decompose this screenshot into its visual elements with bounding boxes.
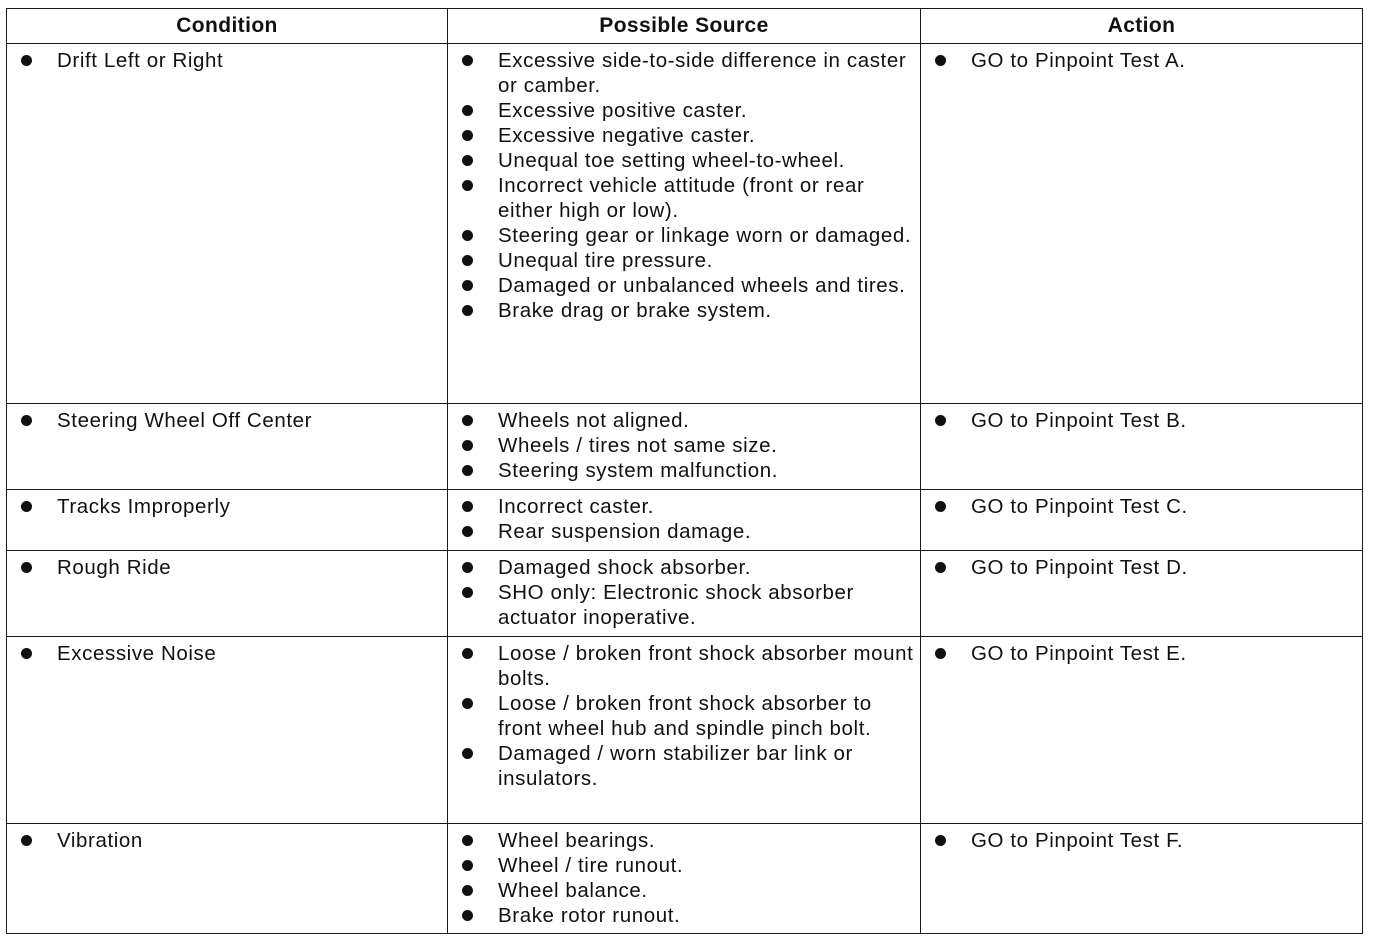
source-item-text: Damaged or unbalanced wheels and tires. [498, 274, 906, 297]
source-item-text: Damaged shock absorber. [498, 556, 752, 579]
source-item-text: Wheel / tire runout. [498, 854, 684, 877]
action-cell [921, 637, 1363, 824]
source-item [458, 273, 914, 298]
action-cell [921, 490, 1363, 551]
bullet-icon [935, 55, 946, 66]
table-row [7, 824, 1363, 934]
table-row [7, 637, 1363, 824]
table-row [7, 44, 1363, 404]
header-possible-source: Possible Source [448, 9, 921, 44]
action-item [931, 641, 1356, 666]
source-item [458, 433, 914, 458]
source-item-text: Steering system malfunction. [498, 459, 778, 482]
bullet-icon [21, 55, 32, 66]
condition-item [17, 828, 441, 853]
bullet-icon [462, 835, 473, 846]
action-cell [921, 824, 1363, 934]
source-item [458, 298, 914, 323]
bullet-icon [462, 415, 473, 426]
source-item [458, 741, 914, 791]
bullet-icon [462, 440, 473, 451]
condition-item-text: Excessive Noise [57, 642, 217, 665]
source-item [458, 555, 914, 580]
source-item-text: Wheels not aligned. [498, 409, 690, 432]
bullet-icon [462, 105, 473, 116]
header-condition: Condition [7, 9, 448, 44]
bullet-icon [462, 526, 473, 537]
source-item [458, 48, 914, 98]
bullet-icon [462, 305, 473, 316]
source-cell [448, 490, 921, 551]
source-item-text: Brake drag or brake system. [498, 299, 772, 322]
source-item [458, 878, 914, 903]
condition-item-text: Steering Wheel Off Center [57, 409, 313, 432]
source-item [458, 580, 914, 630]
source-item-text: Damaged / worn stabilizer bar link or insulators. [498, 742, 853, 790]
action-item-text: GO to Pinpoint Test B. [971, 409, 1187, 432]
source-cell [448, 551, 921, 637]
source-item [458, 458, 914, 483]
bullet-icon [462, 465, 473, 476]
condition-item [17, 641, 441, 666]
action-item [931, 48, 1356, 73]
source-item [458, 494, 914, 519]
action-item-text: GO to Pinpoint Test F. [971, 829, 1184, 852]
action-item [931, 828, 1356, 853]
bullet-icon [935, 501, 946, 512]
bullet-icon [462, 55, 473, 66]
condition-cell [7, 404, 448, 490]
source-item [458, 98, 914, 123]
action-item-text: GO to Pinpoint Test A. [971, 49, 1186, 72]
action-item-text: GO to Pinpoint Test E. [971, 642, 1187, 665]
source-cell [448, 44, 921, 404]
source-item-text: Excessive positive caster. [498, 99, 748, 122]
condition-cell [7, 637, 448, 824]
source-item [458, 173, 914, 223]
bullet-icon [462, 910, 473, 921]
bullet-icon [21, 648, 32, 659]
source-item-text: Excessive negative caster. [498, 124, 756, 147]
source-item [458, 519, 914, 544]
source-item [458, 248, 914, 273]
source-item-text: Excessive side-to-side difference in caster or camber. [498, 49, 907, 97]
bullet-icon [462, 648, 473, 659]
condition-item-text: Rough Ride [57, 556, 172, 579]
bullet-icon [462, 587, 473, 598]
header-action: Action [921, 9, 1363, 44]
bullet-icon [462, 562, 473, 573]
bullet-icon [462, 130, 473, 141]
action-cell [921, 551, 1363, 637]
condition-item [17, 555, 441, 580]
source-item-text: Wheel balance. [498, 879, 648, 902]
action-item [931, 494, 1356, 519]
source-item [458, 853, 914, 878]
source-item-text: Brake rotor runout. [498, 904, 681, 927]
bullet-icon [21, 415, 32, 426]
source-item-text: Wheel bearings. [498, 829, 656, 852]
action-cell [921, 44, 1363, 404]
bullet-icon [21, 562, 32, 573]
source-item [458, 691, 914, 741]
source-item [458, 641, 914, 691]
source-item-text: Loose / broken front shock absorber mount bolts. [498, 642, 914, 690]
source-cell [448, 637, 921, 824]
table-row [7, 490, 1363, 551]
source-item-text: Incorrect caster. [498, 495, 655, 518]
source-item-text: Incorrect vehicle attitude (front or rear either high or low). [498, 174, 865, 222]
source-item [458, 123, 914, 148]
bullet-icon [935, 415, 946, 426]
table-row [7, 551, 1363, 637]
action-item [931, 555, 1356, 580]
bullet-icon [935, 562, 946, 573]
condition-item [17, 48, 441, 73]
source-item-text: Unequal toe setting wheel-to-wheel. [498, 149, 845, 172]
source-item-text: Wheels / tires not same size. [498, 434, 778, 457]
source-cell [448, 404, 921, 490]
condition-item [17, 408, 441, 433]
source-item [458, 828, 914, 853]
source-item [458, 148, 914, 173]
condition-item-text: Drift Left or Right [57, 49, 224, 72]
action-item-text: GO to Pinpoint Test D. [971, 556, 1188, 579]
bullet-icon [462, 501, 473, 512]
source-item-text: Unequal tire pressure. [498, 249, 713, 272]
header-row [7, 9, 1363, 44]
table-row [7, 404, 1363, 490]
condition-item-text: Vibration [57, 829, 143, 852]
action-item-text: GO to Pinpoint Test C. [971, 495, 1188, 518]
bullet-icon [462, 155, 473, 166]
bullet-icon [462, 180, 473, 191]
source-item-text: SHO only: Electronic shock absorber actuator inoperative. [498, 581, 854, 629]
source-item [458, 408, 914, 433]
bullet-icon [935, 648, 946, 659]
bullet-icon [462, 698, 473, 709]
bullet-icon [462, 230, 473, 241]
table-body [7, 44, 1363, 934]
bullet-icon [21, 835, 32, 846]
bullet-icon [462, 885, 473, 896]
bullet-icon [462, 860, 473, 871]
condition-item-text: Tracks Improperly [57, 495, 231, 518]
bullet-icon [462, 280, 473, 291]
source-item-text: Loose / broken front shock absorber to front wheel hub and spindle pinch bolt. [498, 692, 872, 740]
condition-item [17, 494, 441, 519]
action-cell [921, 404, 1363, 490]
condition-cell [7, 551, 448, 637]
condition-cell [7, 44, 448, 404]
source-item-text: Steering gear or linkage worn or damaged. [498, 224, 912, 247]
diagnosis-table [6, 8, 1363, 934]
condition-cell [7, 490, 448, 551]
bullet-icon [462, 748, 473, 759]
bullet-icon [21, 501, 32, 512]
bullet-icon [462, 255, 473, 266]
bullet-icon [935, 835, 946, 846]
condition-cell [7, 824, 448, 934]
source-cell [448, 824, 921, 934]
source-item [458, 223, 914, 248]
source-item [458, 903, 914, 928]
source-item-text: Rear suspension damage. [498, 520, 752, 543]
action-item [931, 408, 1356, 433]
